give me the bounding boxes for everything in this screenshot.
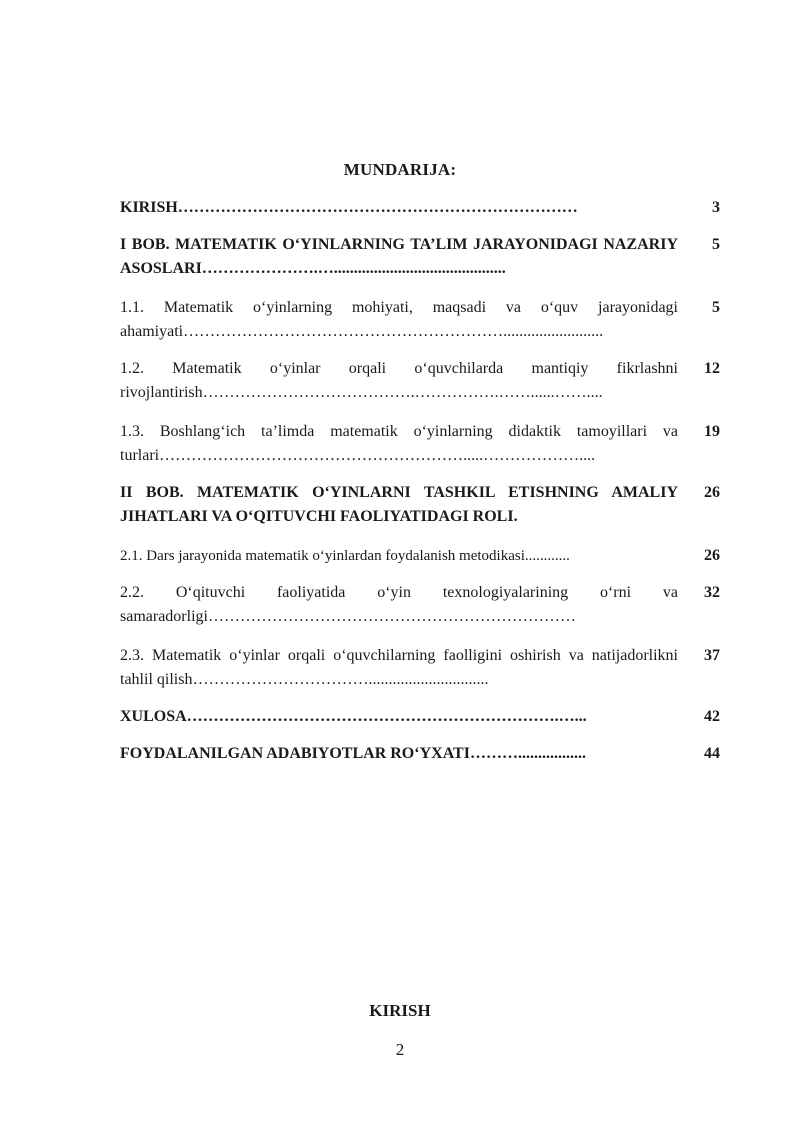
toc-entry-page: 5 <box>712 236 720 253</box>
toc-entry-text: 2.1. Dars jarayonida matematik o‘yinlardan foydalanish metodikasi............ <box>120 548 570 564</box>
toc-entry-page: 3 <box>712 199 720 216</box>
toc-entry-page: 5 <box>712 299 720 316</box>
toc-entry-text: II BOB. MATEMATIK O‘YINLARNI TASHKIL ETISHNING AMALIY JIHATLARI VA O‘QITUVCHI FAOLIYATIDAGI ROLI. <box>120 484 678 525</box>
toc-title: MUNDARIJA: <box>343 160 457 179</box>
toc-entry-text: 1.3. Boshlang‘ich ta’limda matematik o‘yinlarning didaktik tamoyillari va turlari………………………………………………….....……………….... <box>120 423 678 464</box>
toc-entry-page: 26 <box>704 547 720 564</box>
section-heading-kirish: KIRISH <box>369 1001 431 1020</box>
toc-entry-1-3[interactable] <box>120 420 720 468</box>
toc-entry-text: FOYDALANILGAN ADABIYOTLAR RO‘YXATI………................. <box>120 745 586 762</box>
toc-entry-kirish[interactable] <box>120 196 720 220</box>
toc-entry-2-3[interactable] <box>120 644 720 692</box>
toc-entry-page: 42 <box>704 708 720 725</box>
toc-entry-2-2[interactable] <box>120 581 720 629</box>
toc-entry-text: 1.1. Matematik o‘yinlarning mohiyati, maqsadi va o‘quv jarayonidagi ahamiyati……………………………………………………......................... <box>120 299 678 340</box>
toc-entry-page: 37 <box>704 647 720 664</box>
page-number: 2 <box>395 1040 405 1059</box>
toc-entry-page: 19 <box>704 423 720 440</box>
toc-entry-page: 32 <box>704 584 720 601</box>
toc-entry-chapter-1[interactable] <box>120 233 720 281</box>
toc-entry-text: KIRISH………………………………………………………………… <box>120 199 578 216</box>
toc-entry-text: 2.2. O‘qituvchi faoliyatida o‘yin texnologiyalarining o‘rni va samaradorligi…………………………………………………………… <box>120 584 678 625</box>
toc-entry-xulosa[interactable] <box>120 705 720 729</box>
toc-entry-1-1[interactable] <box>120 296 720 344</box>
toc-entry-1-2[interactable] <box>120 357 720 405</box>
toc-entry-2-1[interactable] <box>120 544 720 568</box>
toc-entry-chapter-2[interactable] <box>120 481 720 529</box>
toc-entry-references[interactable] <box>120 742 720 766</box>
toc-entry-text: I BOB. MATEMATIK O‘YINLARNING TA’LIM JARAYONIDAGI NAZARIY ASOSLARI………………….…........................................... <box>120 236 678 277</box>
toc-entry-page: 12 <box>704 360 720 377</box>
toc-entry-text: XULOSA…………………………………………………………….…... <box>120 708 587 725</box>
toc-entry-text: 2.3. Matematik o‘yinlar orqali o‘quvchilarning faolligini oshirish va natijadorlikni tahlil qilish…………………………….............................. <box>120 647 678 688</box>
toc-entry-page: 26 <box>704 484 720 501</box>
toc-entry-page: 44 <box>704 745 720 762</box>
toc-entry-text: 1.2. Matematik o‘yinlar orqali o‘quvchilarda mantiqiy fikrlashni rivojlantirish………………………………….…………….……......…….... <box>120 360 678 401</box>
